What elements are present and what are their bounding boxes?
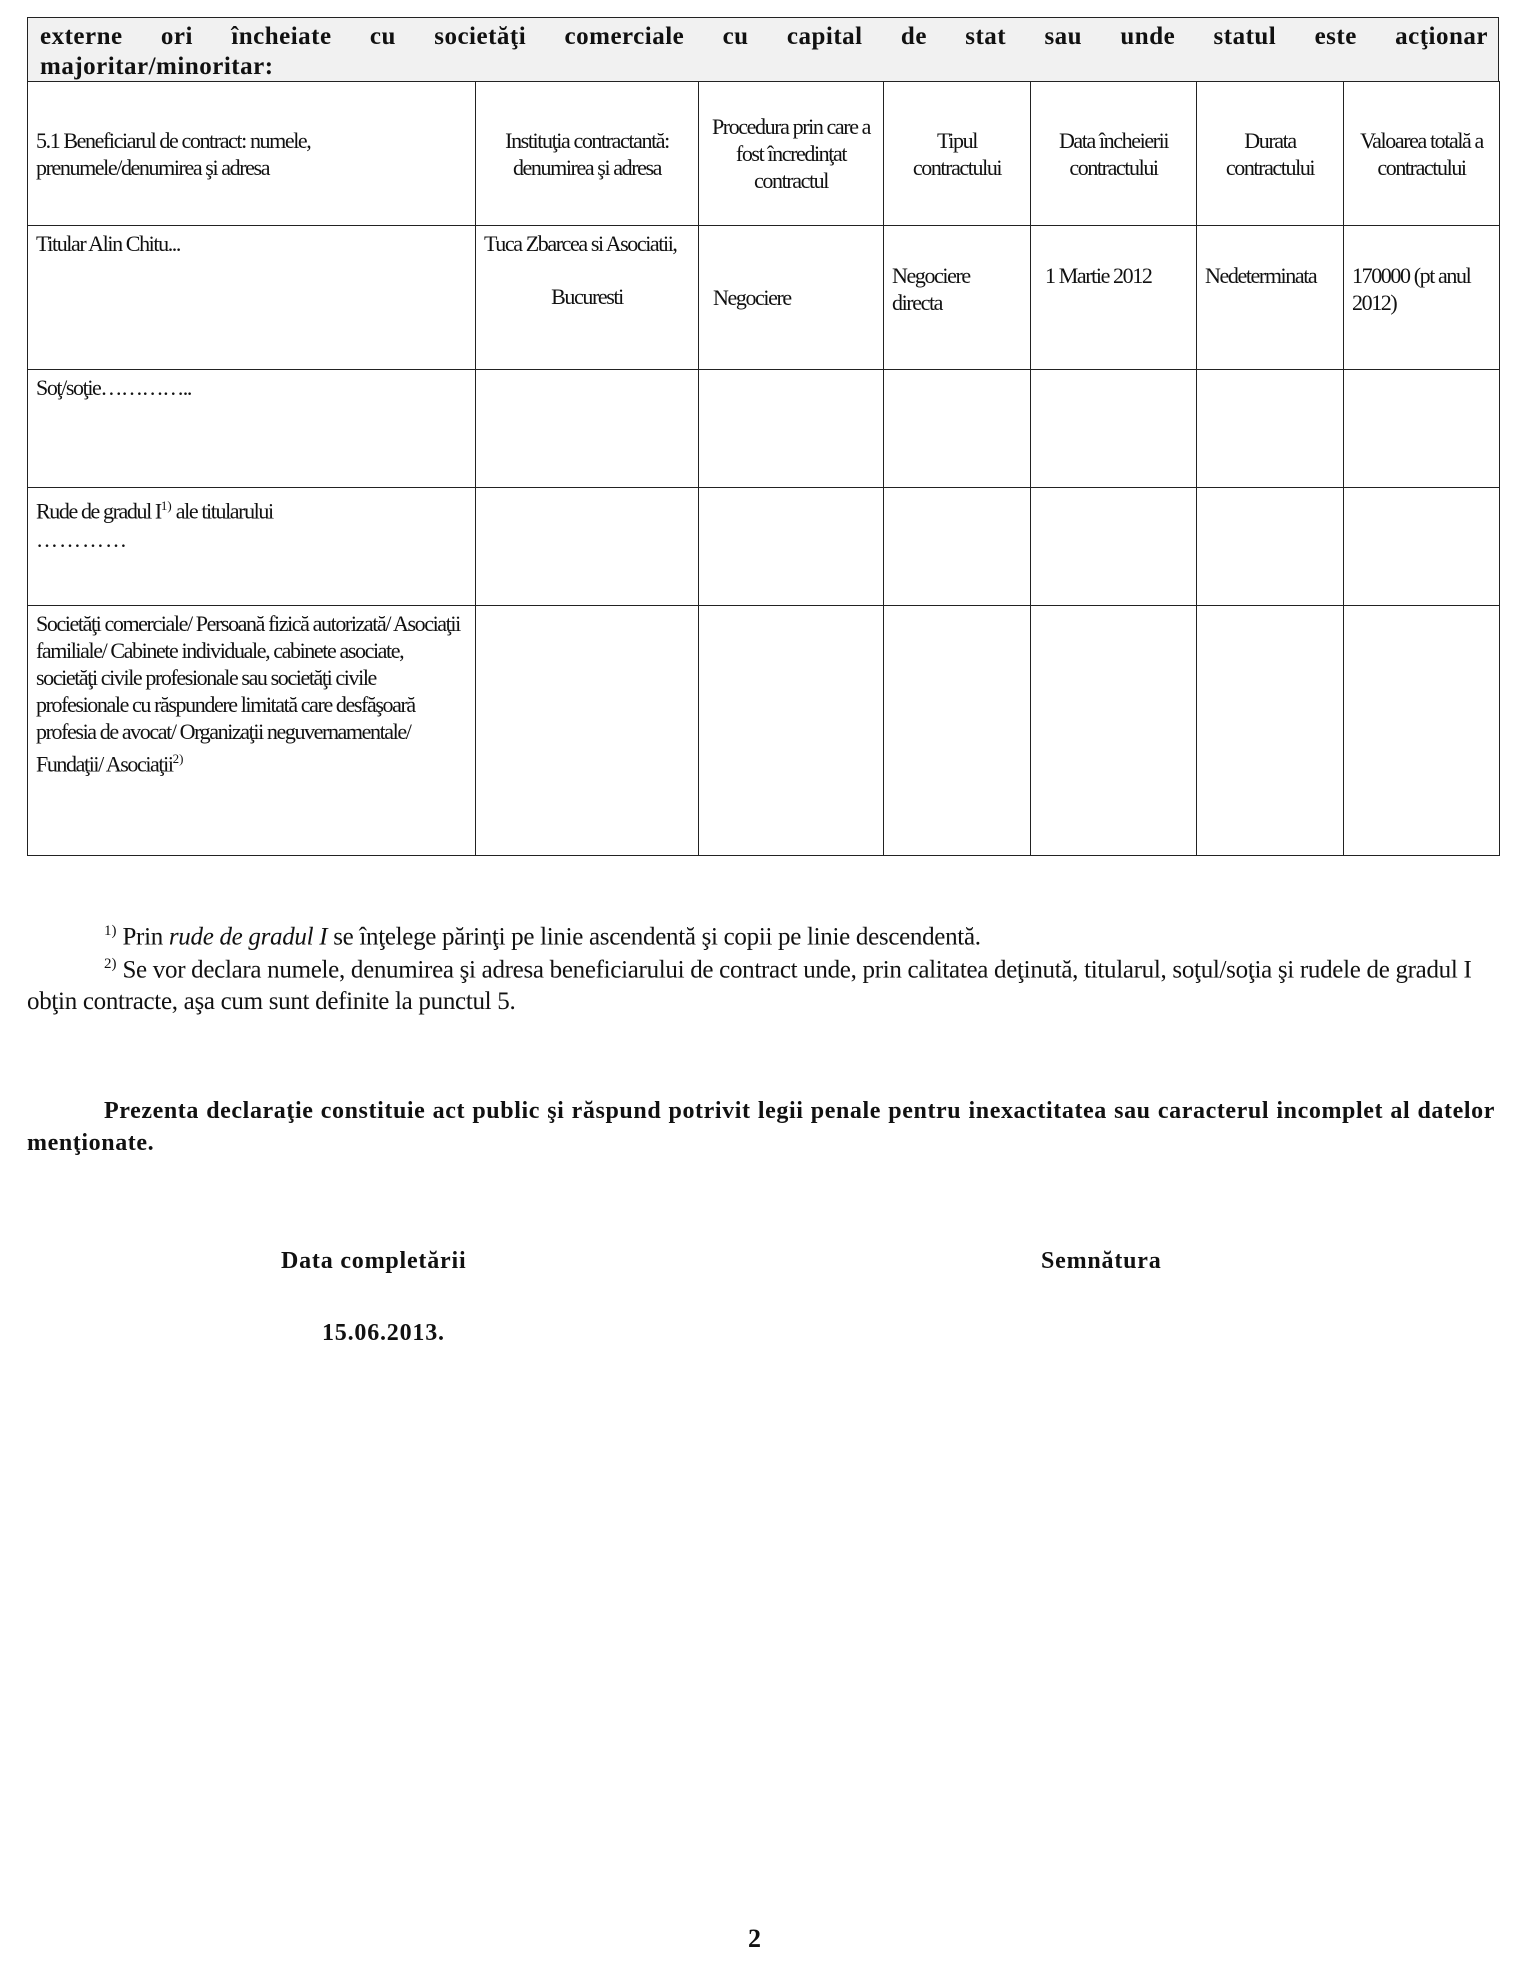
spouse-cell: Soţ/soţie…………..: [28, 370, 476, 488]
institution-cell: [476, 226, 699, 370]
header-beneficiary: 5.1 Beneficiarul de contract: numele, prenumele/denumirea şi adresa: [28, 82, 476, 226]
procedure-cell: Negociere: [699, 226, 884, 370]
relatives-cell: [28, 488, 476, 606]
header-institution: Instituţia contractantă: denumirea şi adresa: [476, 82, 699, 226]
contracts-table: [27, 81, 1500, 856]
signature-label: Semnătura: [1041, 1248, 1162, 1274]
entities-label: Societăţi comerciale/ Persoană fizică autorizată/ Asociaţii familiale/ Cabinete individuale, cabinete asociate, societăţi civile profesionale sau societăţi civile profesionale cu răspundere limitată care desfăşoară profesia de avocat/ Organizaţii neguvernamentale/ Fundaţii/ Asociaţii: [36, 611, 460, 777]
duration-cell: [1197, 226, 1344, 370]
table-row: [28, 370, 1500, 488]
institution-city: Bucuresti: [551, 284, 623, 309]
date-value: 15.06.2013.: [322, 1320, 445, 1346]
entities-cell: [28, 606, 476, 856]
footnote-1-term: rude de gradul I: [168, 923, 328, 951]
date-label: Data completării: [281, 1248, 467, 1274]
type-cell: Negociere directa: [884, 226, 1031, 370]
table-row: [28, 606, 1500, 856]
relatives-dots: …………: [36, 527, 128, 553]
footnote-2-marker: 2): [104, 956, 117, 972]
section-header-line-1: externe ori încheiate cu societăţi comerciale cu capital de stat sau unde statul este acţionar: [40, 23, 1488, 50]
header-value: Valoarea totală a contractului: [1344, 82, 1500, 226]
duration-value: Nedeterminata: [1205, 263, 1317, 288]
header-procedure: Procedura prin care a fost încredinţat contractul: [699, 82, 884, 226]
footnote-ref-2: 2): [172, 751, 184, 766]
footnote-1-pre: Prin: [116, 923, 169, 951]
footnote-1-post: se înţelege părinţi pe linie ascendentă şi copii pe linie descendentă.: [327, 923, 981, 951]
declaration-paragraph: Prezenta declaraţie constituie act public şi răspund potrivit legii penale pentru inexactitatea sau caracterul incomplet al datelor menţionate.: [27, 1098, 1495, 1156]
footnote-2: [27, 948, 1497, 1018]
footnote-2-text: Se vor declara numele, denumirea şi adresa beneficiarului de contract unde, prin calitatea deţinută, titularul, soţul/soţia şi rudele de gradul I obţin contracte, aşa cum sunt definite la punctul 5.: [27, 956, 1472, 1016]
relatives-label-suffix: ale titularului: [171, 498, 273, 524]
date-cell: 1 Martie 2012: [1031, 226, 1197, 370]
table-row: [28, 226, 1500, 370]
section-header: [27, 17, 1499, 81]
value-cell: 170000 (pt anul 2012): [1344, 226, 1500, 370]
header-duration: Durata contractului: [1197, 82, 1344, 226]
header-date: Data încheierii contractului: [1031, 82, 1197, 226]
institution-name: Tuca Zbarcea si Asociatii,: [484, 231, 677, 256]
relatives-label: Rude de gradul I: [36, 498, 161, 524]
beneficiary-cell: Titular Alin Chitu...: [28, 226, 476, 370]
footnote-ref-1: 1): [160, 498, 172, 513]
page-number: 2: [748, 1924, 762, 1953]
section-header-line-2: majoritar/minoritar:: [40, 53, 274, 80]
table-row: [28, 488, 1500, 606]
table-header-row: [28, 82, 1500, 226]
header-type: Tipul contractului: [884, 82, 1031, 226]
footnote-1-marker: 1): [104, 923, 117, 939]
